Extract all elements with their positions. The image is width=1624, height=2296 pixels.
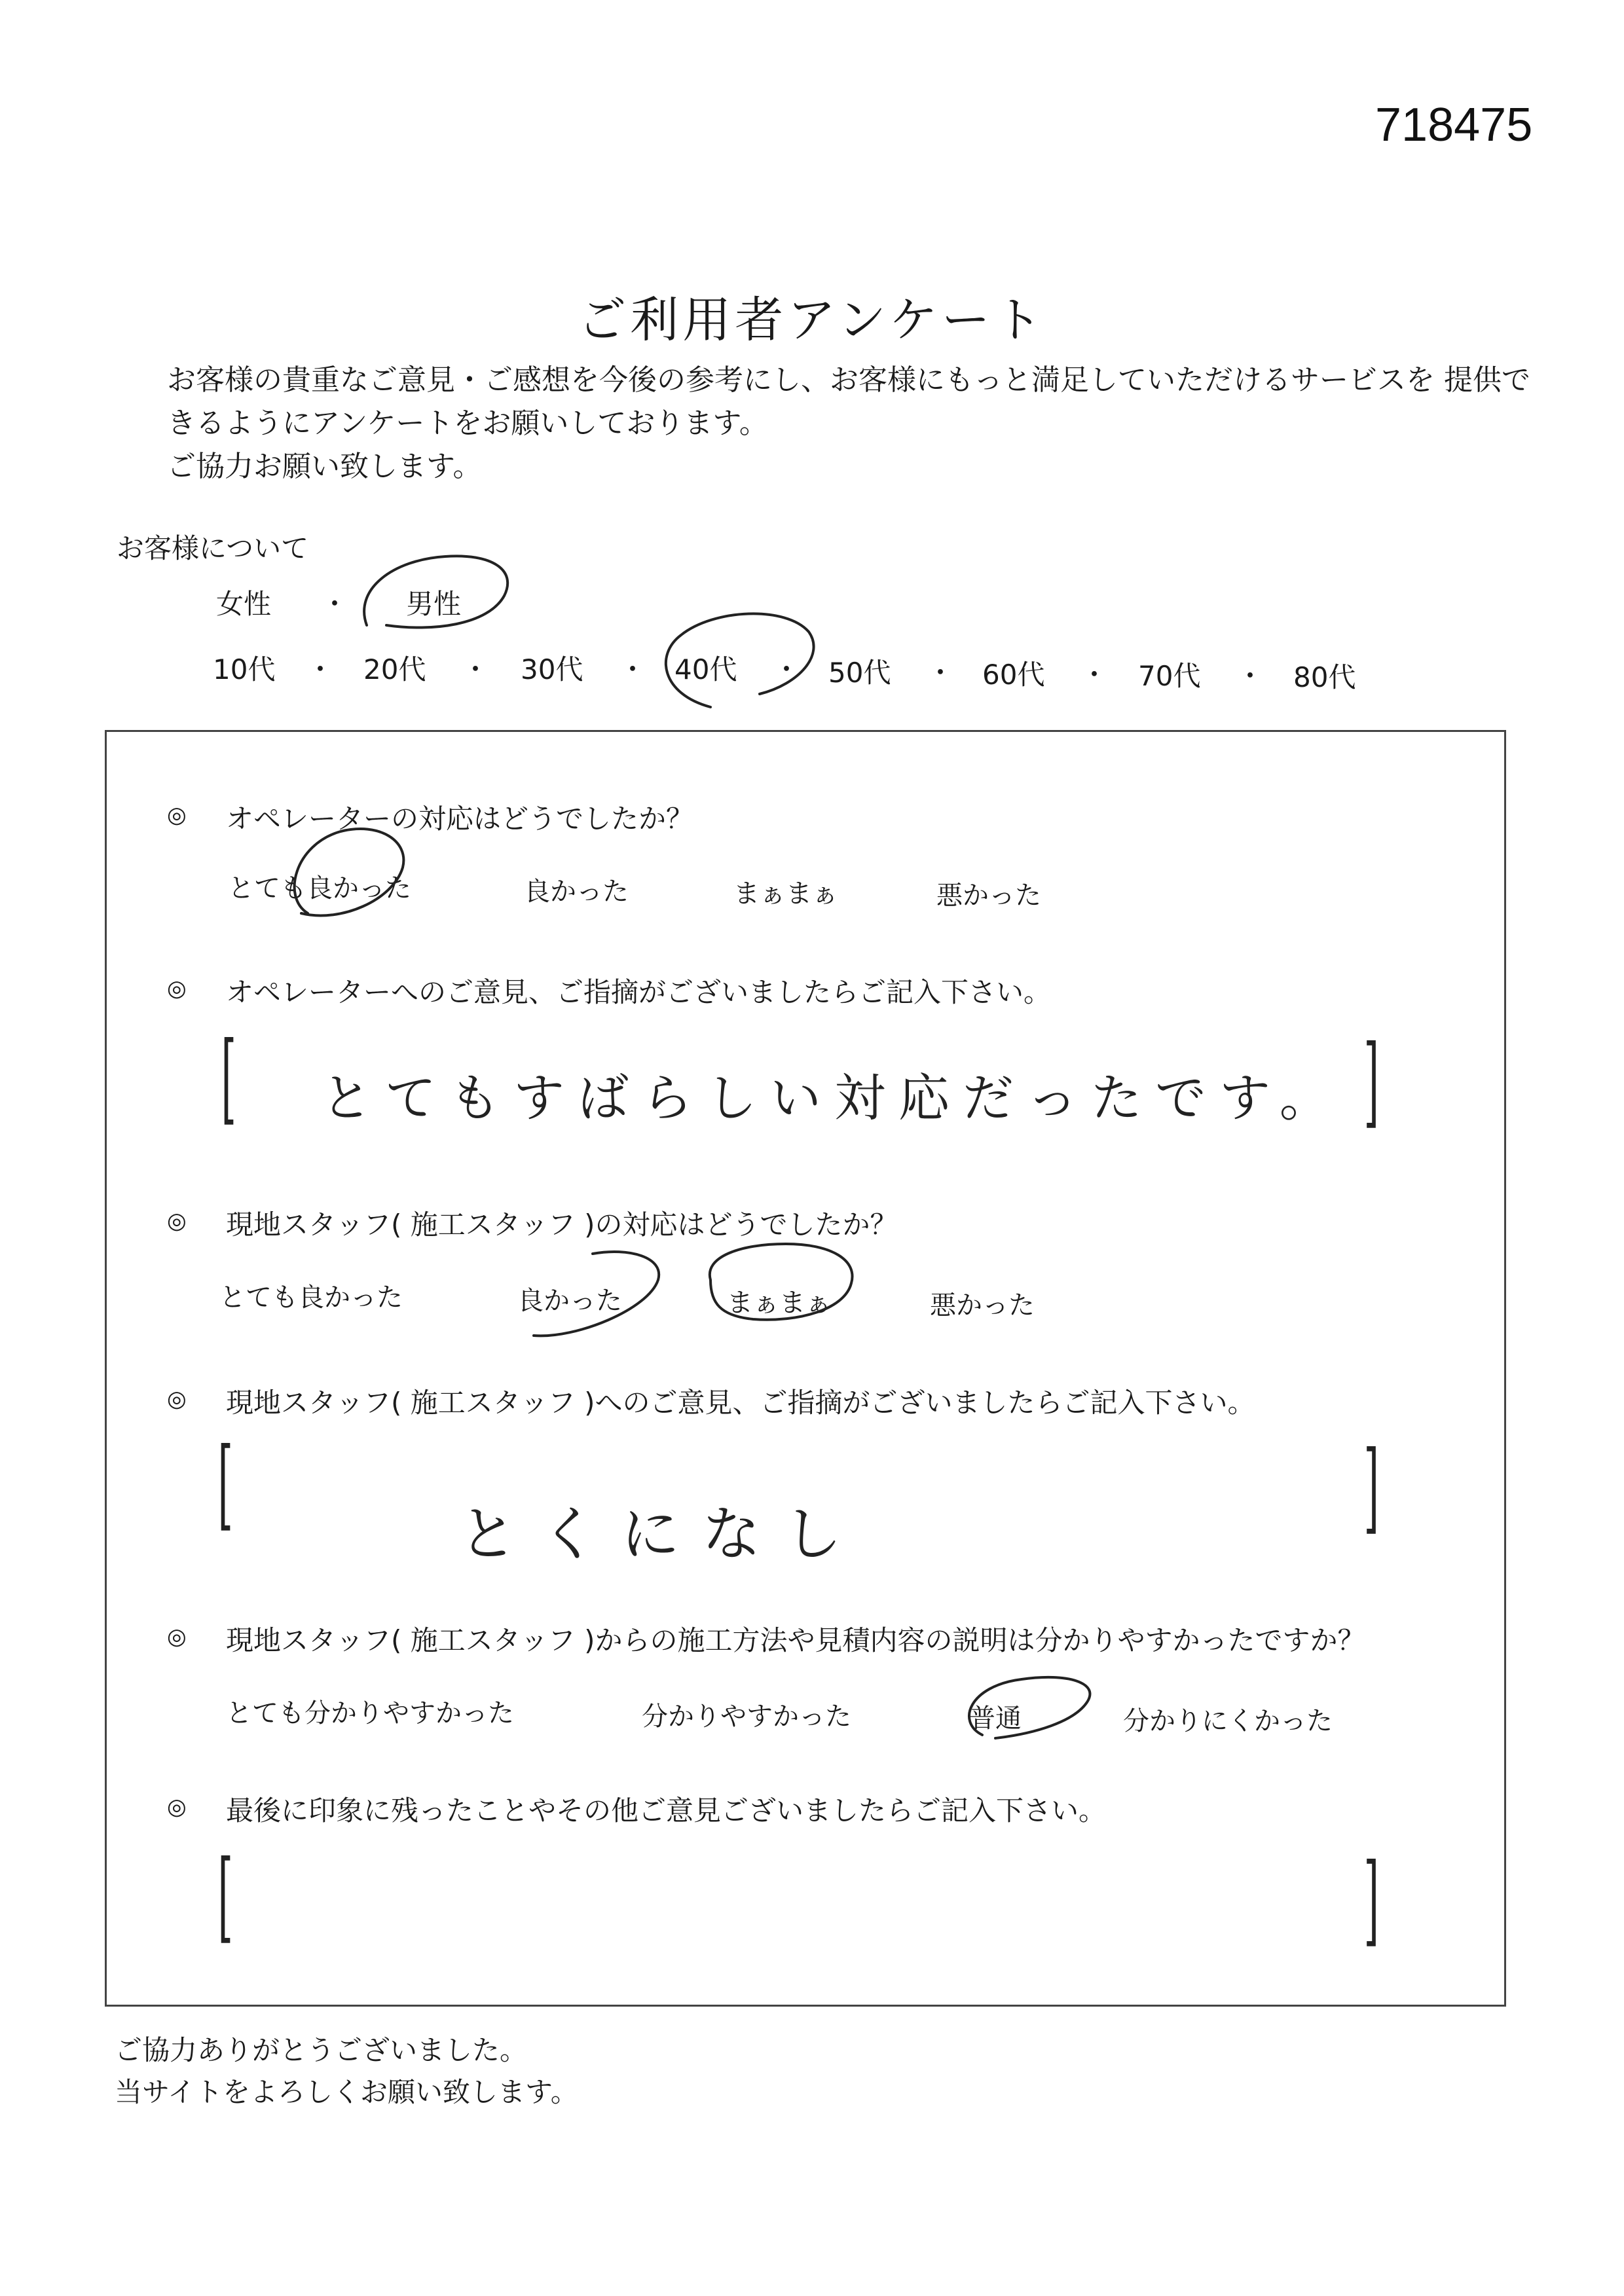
separator: ・ [321, 588, 349, 620]
separator: ・ [619, 653, 647, 685]
q6-text: 最後に印象に残ったことやその他ご意見ございましたらご記入下さい。 [226, 1795, 1107, 1827]
intro-line-2: きるようにアンケートをお願いしております。 [167, 407, 768, 440]
age-option-60s[interactable]: 60代 [982, 659, 1045, 691]
age-option-30s[interactable]: 30代 [521, 653, 583, 685]
q3-option-good[interactable]: 良かった [517, 1286, 622, 1316]
question-bullet: ◎ [167, 1386, 187, 1412]
q6-answer-field[interactable] [275, 1886, 1323, 1938]
question-bullet: ◎ [167, 1208, 187, 1234]
q1-option-bad[interactable]: 悪かった [936, 881, 1041, 911]
q2-text: オペレーターへのご意見、ご指摘がございましたらご記入下さい。 [226, 976, 1052, 1008]
answer-bracket-open: [ [217, 1840, 233, 1954]
intro-text [167, 359, 1542, 488]
q2-answer-handwritten[interactable]: とてもすばらしい対応だったです。 [321, 1069, 1344, 1128]
q1-option-good[interactable]: 良かった [524, 877, 629, 907]
gender-option-male[interactable]: 男性 [406, 588, 462, 620]
q1-option-very-good[interactable]: とても良かった [228, 873, 411, 903]
q4-text: 現地スタッフ( 施工スタッフ )へのご意見、ご指摘がございましたらご記入下さい。 [226, 1387, 1255, 1419]
question-bullet: ◎ [167, 1624, 187, 1650]
q3-option-so-so[interactable]: まぁまぁ [727, 1288, 832, 1318]
q5-text: 現地スタッフ( 施工スタッフ )からの施工方法や見積内容の説明は分かりやすかったですか？ [226, 1624, 1365, 1656]
question-bullet: ◎ [167, 975, 187, 1002]
q5-option-normal[interactable]: 普通 [969, 1704, 1022, 1734]
intro-line-3: ご協力お願い致します。 [167, 450, 482, 483]
q3-option-bad[interactable]: 悪かった [930, 1290, 1035, 1321]
age-option-40s[interactable]: 40代 [674, 653, 737, 685]
q5-option-clear[interactable]: 分かりやすかった [642, 1702, 851, 1732]
q1-option-so-so[interactable]: まぁまぁ [733, 879, 838, 909]
age-option-10s[interactable]: 10代 [213, 653, 276, 685]
q4-answer-handwritten[interactable]: とくになし [458, 1500, 864, 1569]
age-option-70s[interactable]: 70代 [1138, 660, 1201, 692]
answer-bracket-close: ] [1363, 1843, 1379, 1957]
age-option-20s[interactable]: 20代 [363, 653, 426, 685]
separator: ・ [1080, 659, 1109, 691]
gender-option-female[interactable]: 女性 [216, 588, 272, 620]
answer-bracket-open: [ [221, 1021, 236, 1135]
q3-option-very-good[interactable]: とても良かった [219, 1283, 403, 1313]
q3-text: 現地スタッフ( 施工スタッフ )の対応はどうでしたか？ [226, 1209, 898, 1241]
customer-heading: お客様について [117, 532, 309, 564]
separator: ・ [306, 653, 335, 685]
separator: ・ [927, 657, 955, 689]
question-bullet: ◎ [167, 802, 187, 828]
question-bullet: ◎ [167, 1794, 187, 1820]
q1-text: オペレーターの対応はどうでしたか？ [226, 803, 694, 835]
answer-bracket-close: ] [1363, 1025, 1379, 1139]
footer-text [115, 2030, 578, 2113]
answer-bracket-close: ] [1363, 1430, 1379, 1544]
q5-option-very-clear[interactable]: とても分かりやすかった [226, 1698, 514, 1728]
answer-bracket-open: [ [217, 1427, 233, 1541]
q5-option-unclear[interactable]: 分かりにくかった [1123, 1706, 1333, 1736]
age-option-80s[interactable]: 80代 [1293, 661, 1356, 693]
page-title: ご利用者アンケート [578, 292, 1046, 348]
document-id: 718475 [1375, 99, 1533, 151]
footer-line-2: 当サイトをよろしくお願い致します。 [115, 2076, 578, 2108]
intro-line-1: お客様の貴重なご意見・ご感想を今後の参考にし、お客様にもっと満足していただけるサービスを 提供で [167, 363, 1530, 397]
separator: ・ [462, 653, 490, 685]
footer-line-1: ご協力ありがとうございました。 [115, 2034, 528, 2066]
separator: ・ [1236, 660, 1264, 692]
age-option-50s[interactable]: 50代 [828, 657, 891, 689]
separator: ・ [773, 653, 801, 685]
